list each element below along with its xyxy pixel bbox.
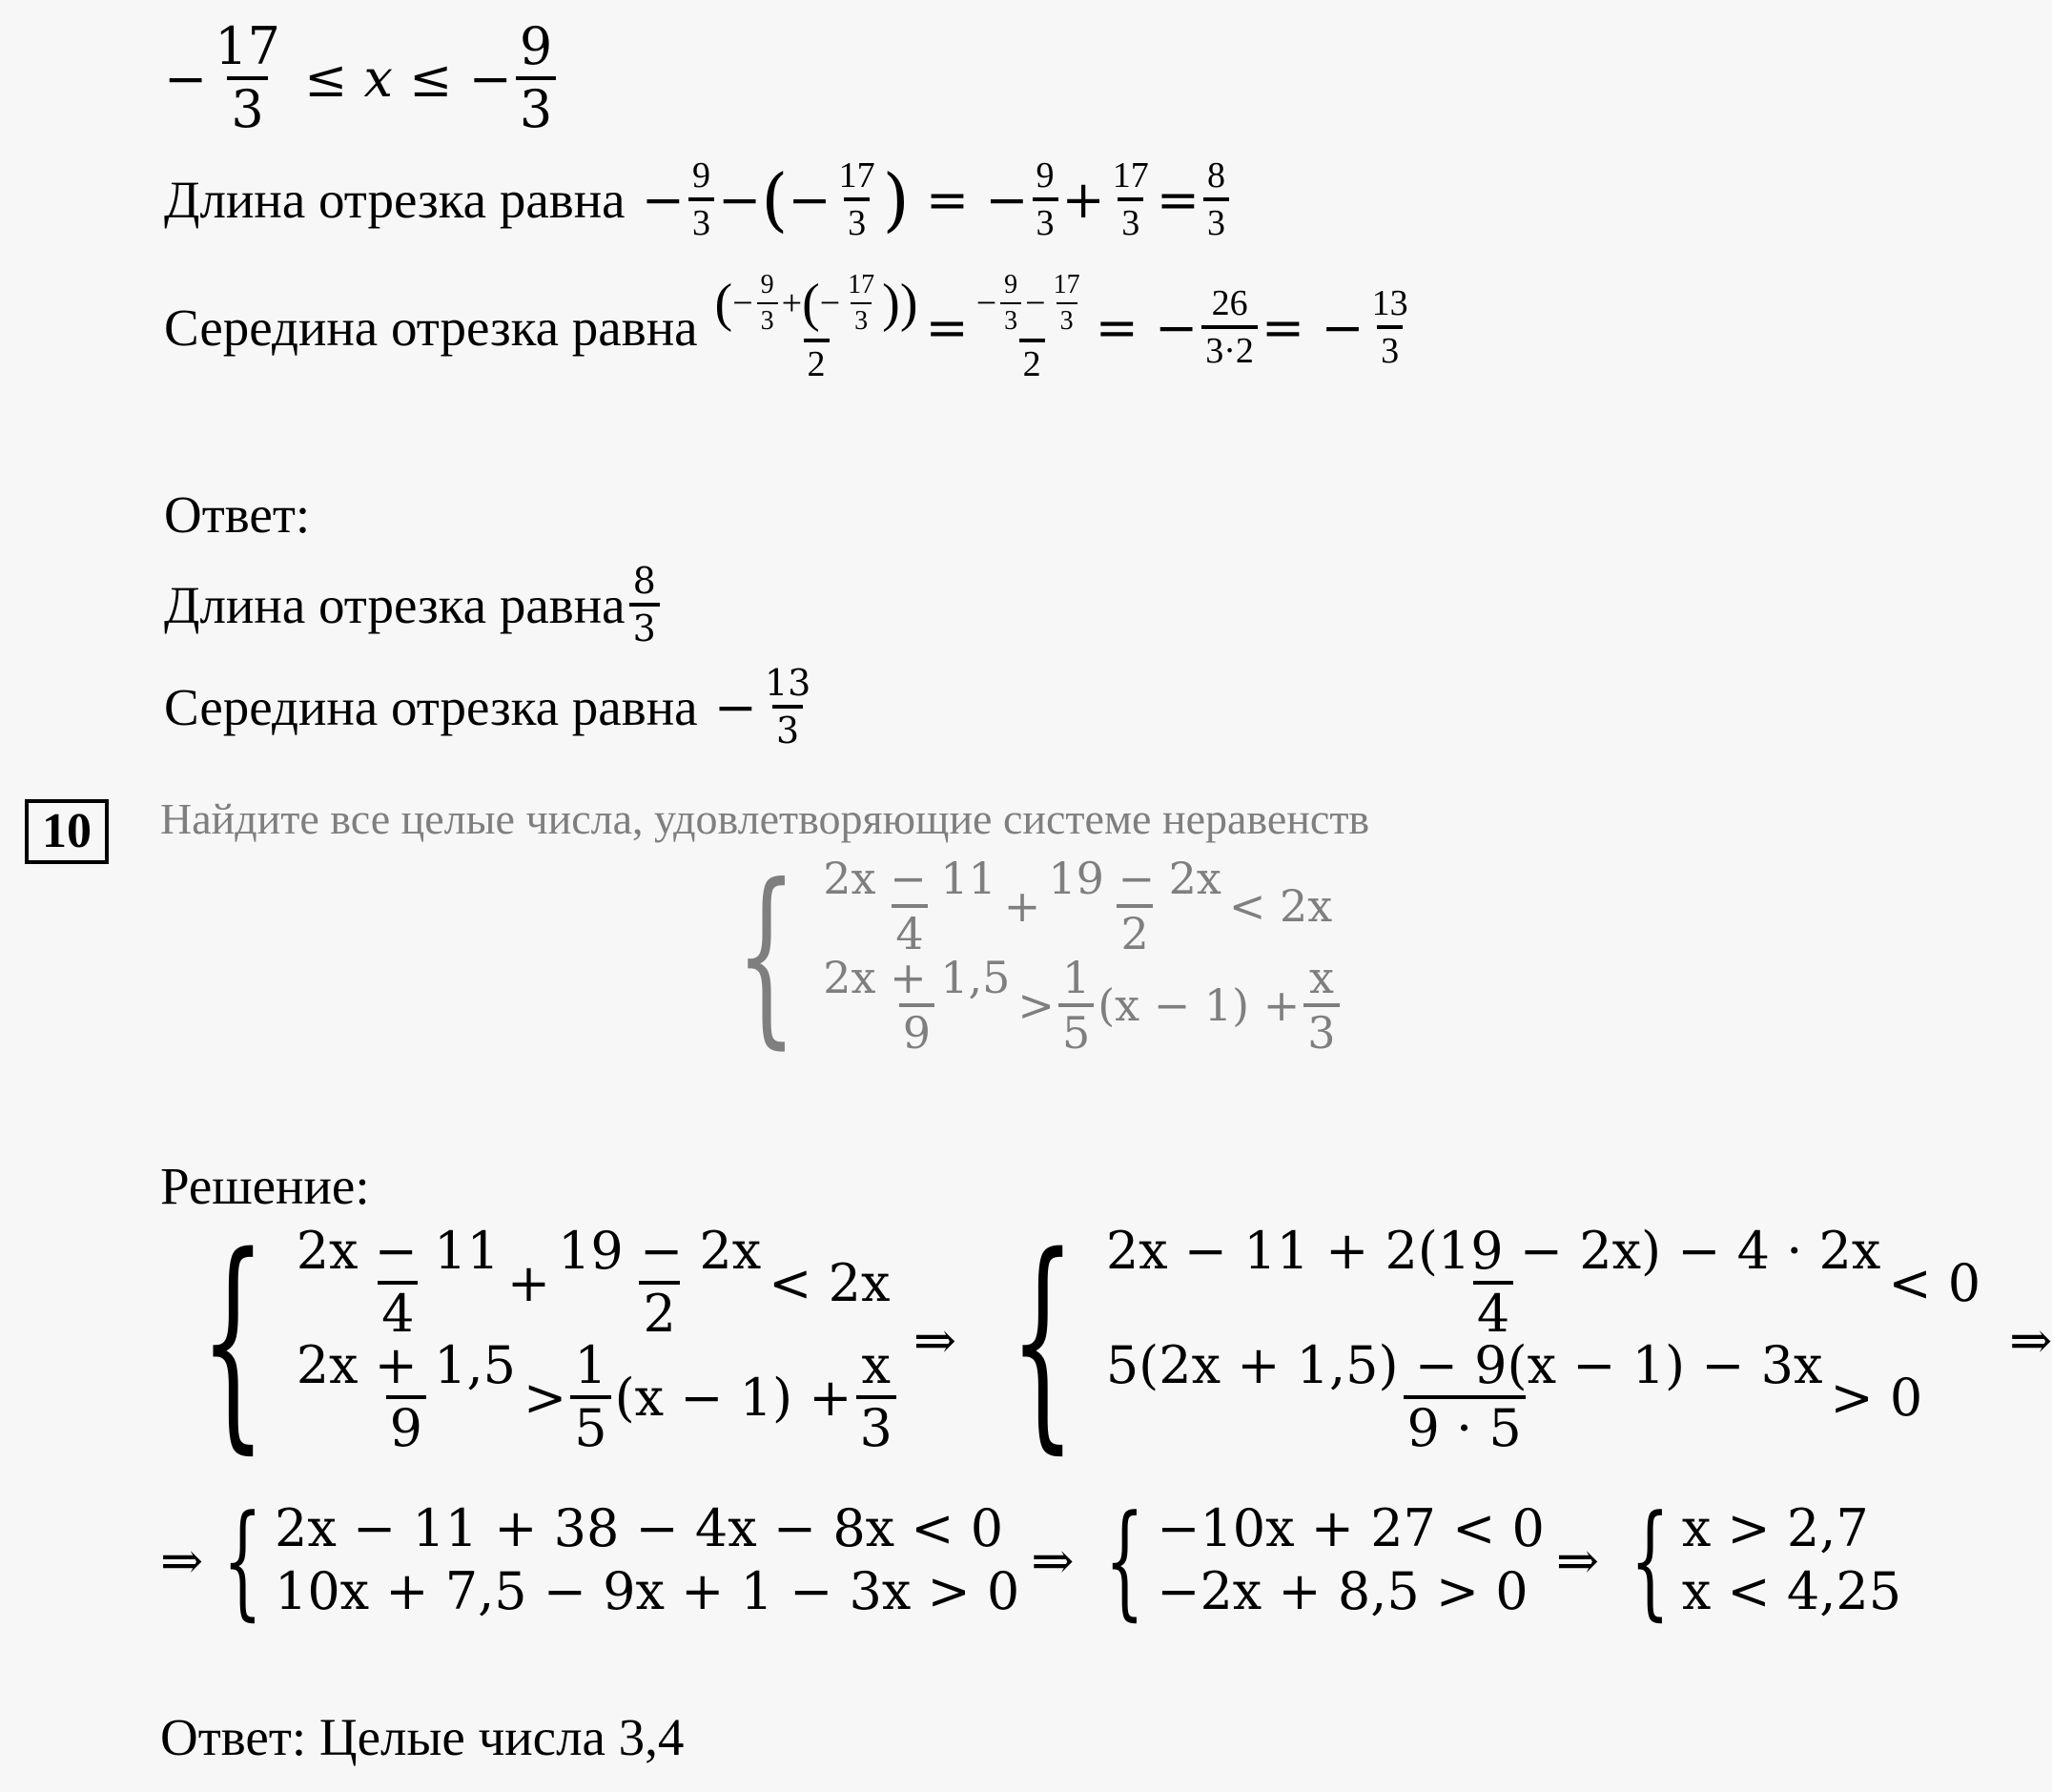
- length-computation: Длина отрезка равна − $\frac{9}{3}$ − ( − $\frac{17}{3}$ ) = − $\frac{9}{3}$ + $\frac{17}{3}$ = $\frac{8}{3}$: [164, 157, 1233, 241]
- fraction: $\frac{8}{3}$: [629, 563, 660, 647]
- left-brace-icon: {: [1630, 1488, 1671, 1633]
- fraction: $\frac{17}{3}$: [215, 16, 280, 139]
- answer-heading-1: Ответ:: [164, 485, 311, 544]
- fraction: $\frac{9}{3}$: [516, 21, 556, 135]
- solution-step-2: ⇒ { 2x − 11 + 38 − 4x − 8x < 0 10x + 7,5 − 9x + 1 − 3x > 0 ⇒ { −10x + 27 < 0 −2x + 8,5 > 0 ⇒ { x > 2,7 x < 4,25: [160, 1488, 1902, 1633]
- midpoint-fraction-2: − $\frac{9}{3}$ − $\frac{17}{3}$ 2: [975, 270, 1080, 384]
- interval-inequality: − $\frac{17}{3}$ ≤ x ≤ − $\frac{9}{3}$: [164, 21, 560, 135]
- fraction: $\frac{9}{3}$: [1033, 157, 1058, 241]
- fraction: $\frac{26}{3\cdot 2}$: [1201, 285, 1258, 369]
- left-brace-icon: {: [1105, 1488, 1145, 1633]
- answer-length: Длина отрезка равна $\frac{8}{3}$: [164, 563, 664, 647]
- left-brace-icon: {: [222, 1488, 263, 1633]
- problem-system: { $\frac{2x - 11}{4}$ + $\frac{19 - 2x}{2}$ < 2x $\frac{2x + 1,5}{9}$ > $\frac{1}{5}$ (x − 1) + $\frac{x}{3}$: [706, 856, 1344, 1055]
- fraction: $\frac{17}{3}$: [838, 155, 875, 243]
- solution-heading: Решение:: [160, 1157, 370, 1215]
- midpoint-computation: Середина отрезка равна ( − $\frac{9}{3}$ + ( − $\frac{17}{3}$ )) 2 = − $\frac{9}{3}$ − $\frac{17}{3}$ 2 = − $\frac{26}{3\cdot 2}$ = − $\frac{13}{3}$: [164, 272, 1416, 382]
- answer-midpoint: Середина отрезка равна − $\frac{13}{3}$: [164, 665, 818, 749]
- left-brace-icon: {: [199, 1206, 266, 1473]
- problem-statement: Найдите все целые числа, удовлетворяющие системе неравенств: [160, 794, 1370, 843]
- left-brace-icon: {: [1010, 1206, 1076, 1473]
- fraction: $\frac{8}{3}$: [1203, 157, 1229, 241]
- left-brace-icon: {: [735, 844, 797, 1066]
- fraction: $\frac{13}{3}$: [1371, 283, 1408, 371]
- fraction: $\frac{9}{3}$: [688, 157, 714, 241]
- fraction: $\frac{17}{3}$: [1112, 155, 1149, 243]
- solution-step-1: { $\frac{2x - 11}{4}$ + $\frac{19 - 2x}{2}$ < 2x $\frac{2x + 1,5}{9}$ > $\frac{1}{5}$ (x − 1) + $\frac{x}{3}$ ⇒ { $\frac{2x - 11 + 2(19 - 2x) - 4 \cdot 2x}{4}$ < 0 $\frac{5(2x + 1,5) - 9(x - 1) - 3x}{9 \cdot 5}$ > 0 ⇒: [199, 1206, 2052, 1473]
- final-answer: Ответ: Целые числа 3,4: [160, 1708, 685, 1766]
- fraction: $\frac{13}{3}$: [764, 662, 811, 752]
- midpoint-big-fraction: ( − $\frac{9}{3}$ + ( − $\frac{17}{3}$ )) 2: [714, 270, 918, 384]
- problem-number-box: 10: [25, 799, 109, 864]
